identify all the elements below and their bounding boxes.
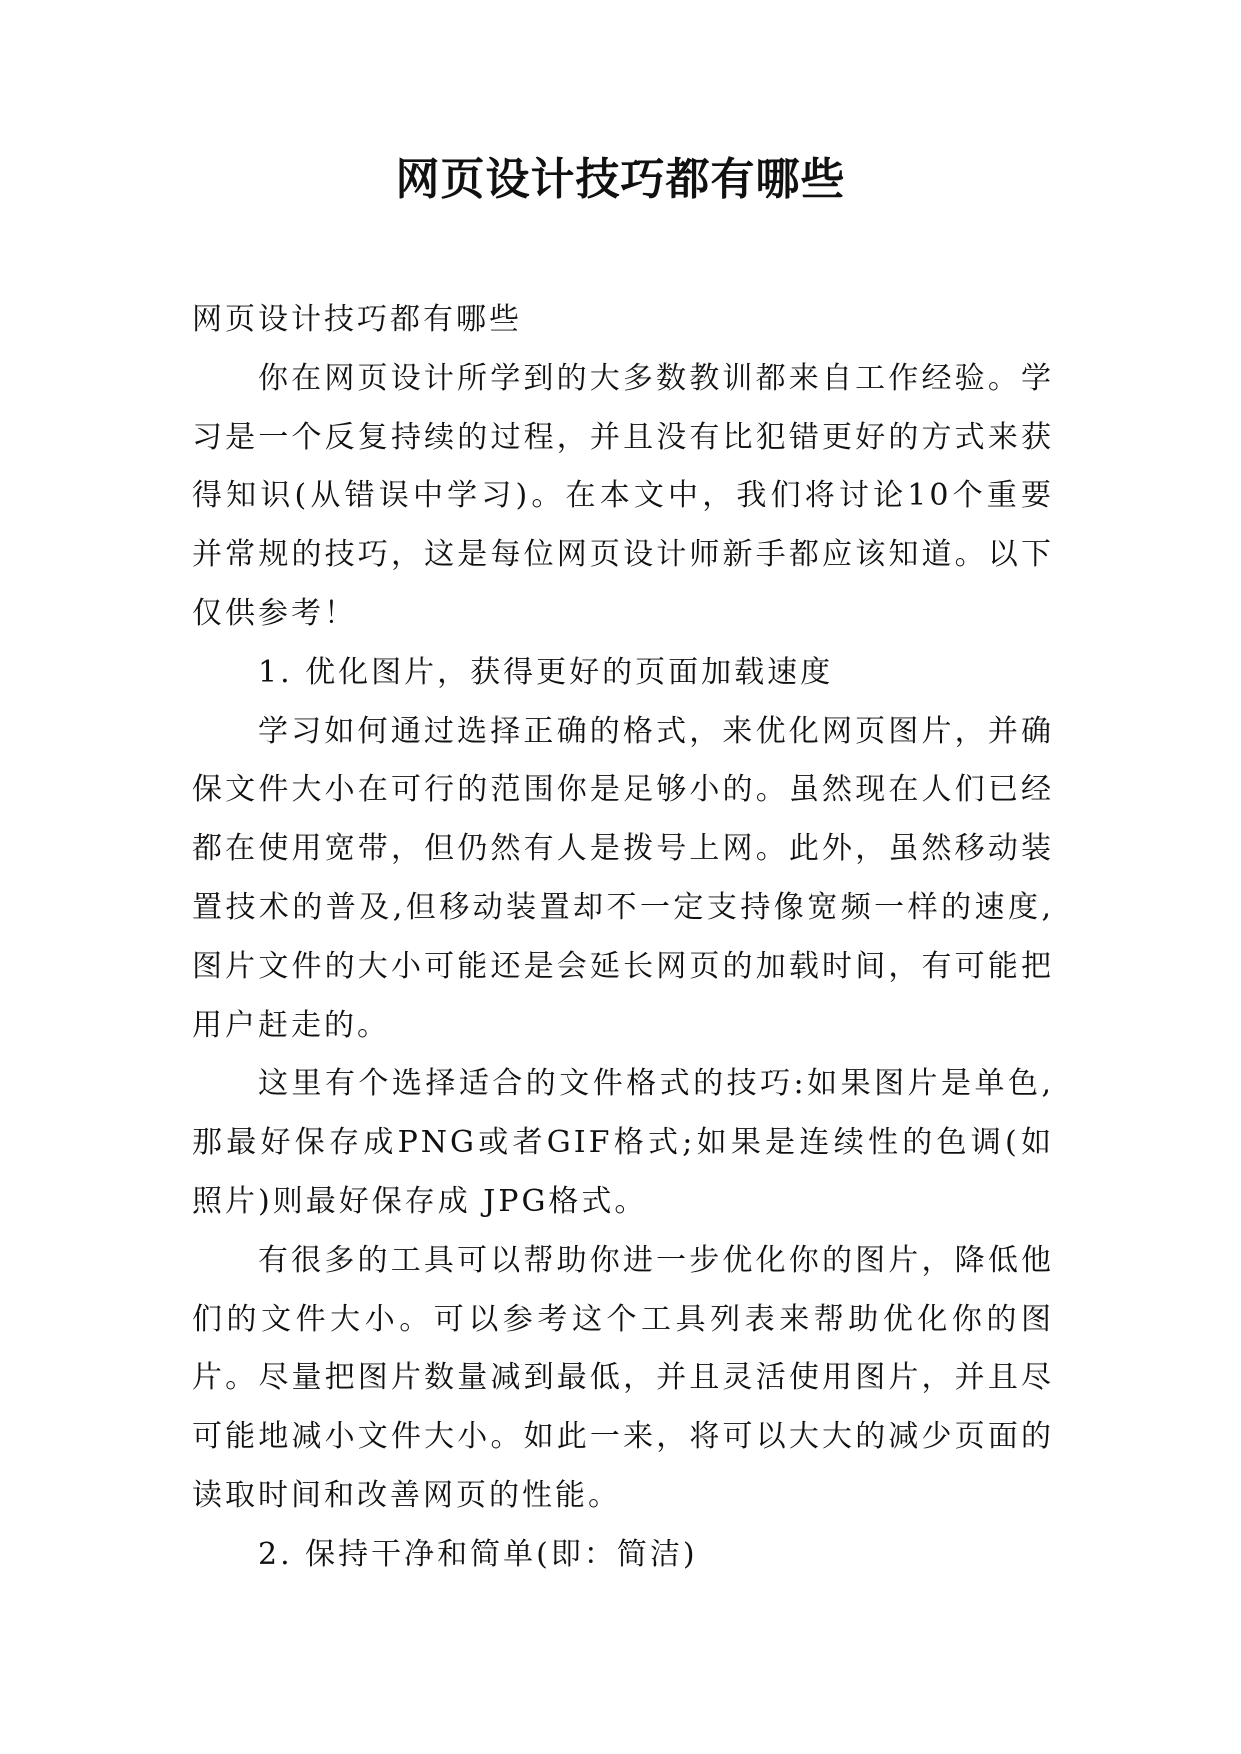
document-body [192,291,1054,1585]
intro-paragraph: 你在网页设计所学到的大多数教训都来自工作经验。学习是一个反复持续的过程，并且没有比犯错更好的方式来获得知识(从错误中学习)。在本文中，我们将讨论10个重要并常规的技巧，这是每位网页设计师新手都应该知道。以下仅供参考！ [192,360,1054,631]
body-paragraph: 学习如何通过选择正确的格式，来优化网页图片，并确保文件大小在可行的范围你是足够小的。虽然现在人们已经都在使用宽带，但仍然有人是拨号上网。此外，虽然移动装置技术的普及,但移动装置却不一定支持像宽频一样的速度,图片文件的大小可能还是会延长网页的加载时间，有可能把用户赶走的。 [192,713,1054,1043]
subtitle-paragraph: 网页设计技巧都有哪些 [192,302,522,337]
body-paragraph: 这里有个选择适合的文件格式的技巧:如果图片是单色,那最好保存成PNG或者GIF格式;如果是连续性的色调(如照片)则最好保存成 JPG格式。 [192,1066,1054,1219]
body-paragraph: 有很多的工具可以帮助你进一步优化你的图片，降低他们的文件大小。可以参考这个工具列表来帮助优化你的图片。尽量把图片数量减到最低，并且灵活使用图片，并且尽可能地减小文件大小。如此一来，将可以大大的减少页面的读取时间和改善网页的性能。 [192,1242,1054,1513]
section-heading-1: 1. 优化图片，获得更好的页面加载速度 [258,654,834,690]
section-heading-2: 2. 保持干净和简单(即：简洁) [258,1536,698,1572]
document-title: 网页设计技巧都有哪些 [395,154,846,205]
